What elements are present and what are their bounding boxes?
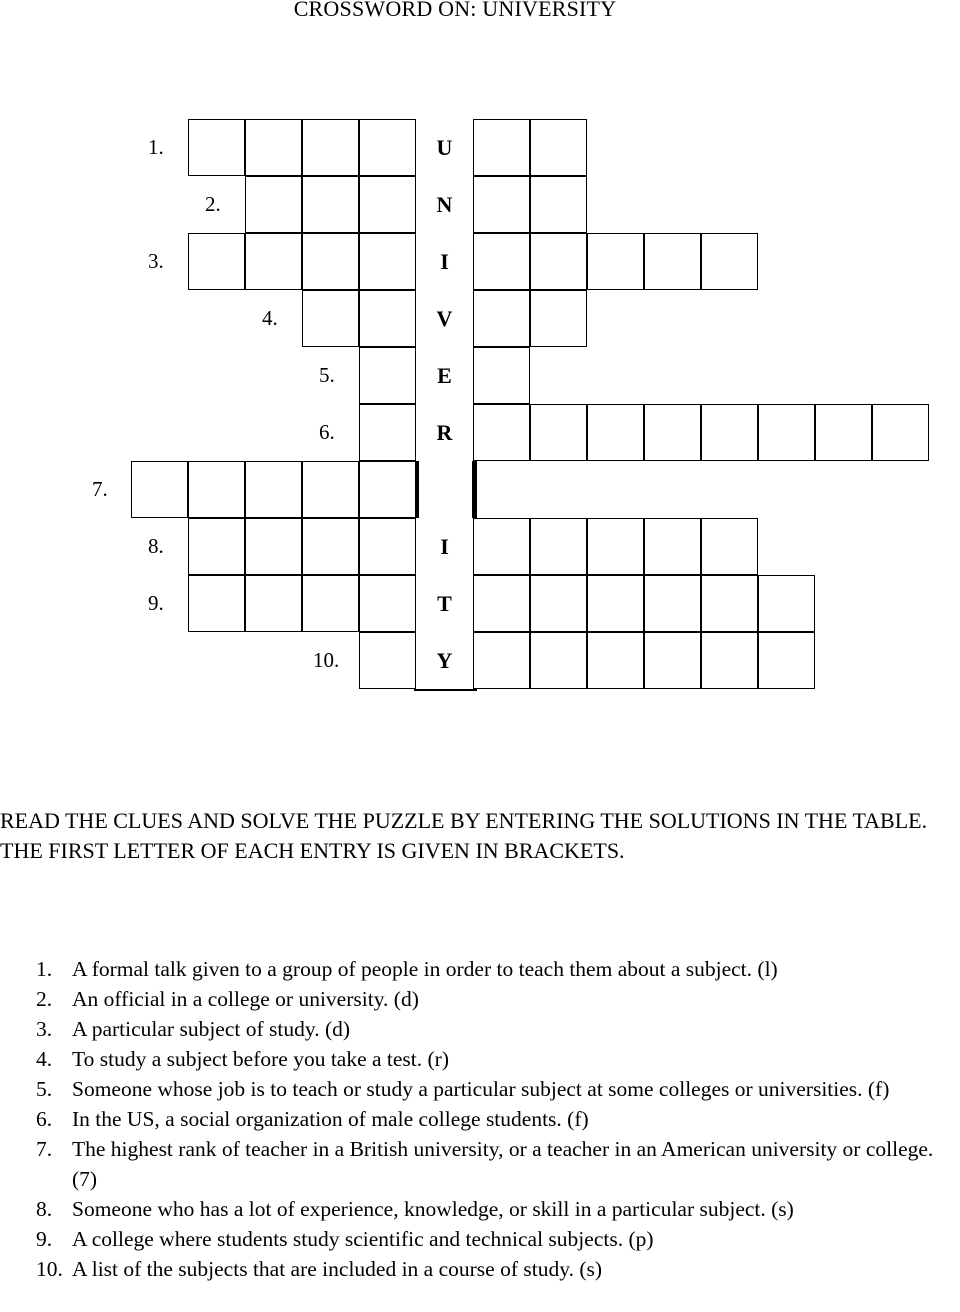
clue-number: 9.	[36, 1227, 53, 1251]
row-number: 10.	[313, 648, 340, 672]
answer-cell[interactable]	[473, 518, 530, 575]
answer-cell[interactable]	[644, 518, 701, 575]
answer-cell[interactable]	[473, 290, 530, 347]
answer-cell[interactable]	[701, 632, 758, 689]
answer-cell[interactable]	[644, 233, 701, 290]
clue-number: 3.	[36, 1017, 53, 1041]
row-number: 3.	[148, 249, 164, 273]
answer-cell[interactable]	[587, 233, 644, 290]
answer-cell[interactable]	[245, 233, 302, 290]
clue-text: Someone who has a lot of experience, knowledge, or skill in a particular subject. (s)	[72, 1197, 794, 1221]
clue-list	[0, 954, 960, 1284]
key-letter-cell: E	[416, 347, 473, 404]
row-number: 8.	[148, 534, 164, 558]
answer-cell[interactable]	[530, 632, 587, 689]
clue-number: 5.	[36, 1077, 53, 1101]
answer-cell[interactable]	[359, 119, 416, 176]
answer-cell[interactable]	[473, 632, 530, 689]
clue-item	[0, 1134, 960, 1194]
key-letter-cell: T	[416, 575, 473, 632]
clue-number: 4.	[36, 1047, 53, 1071]
page-title: CROSSWORD ON: UNIVERSITY	[293, 0, 617, 21]
answer-cell[interactable]	[245, 461, 302, 518]
answer-cell[interactable]	[188, 233, 245, 290]
answer-cell[interactable]	[644, 632, 701, 689]
answer-cell[interactable]	[587, 404, 644, 461]
answer-cell[interactable]	[188, 575, 245, 632]
clue-item	[0, 1104, 960, 1134]
clue-text: A college where students study scientific and technical subjects. (p)	[72, 1227, 654, 1251]
answer-cell[interactable]	[302, 461, 359, 518]
clue-number: 7.	[36, 1137, 53, 1161]
answer-cell[interactable]	[188, 461, 245, 518]
answer-cell[interactable]	[473, 347, 530, 404]
row-number: 7.	[92, 477, 108, 501]
answer-cell[interactable]	[245, 518, 302, 575]
answer-cell[interactable]	[188, 518, 245, 575]
answer-cell[interactable]	[302, 290, 359, 347]
answer-cell[interactable]	[587, 632, 644, 689]
clue-item	[0, 1254, 960, 1284]
answer-cell[interactable]	[302, 518, 359, 575]
row-number: 9.	[148, 591, 164, 615]
answer-cell[interactable]	[188, 119, 245, 176]
answer-cell[interactable]	[587, 575, 644, 632]
row-number: 2.	[205, 192, 221, 216]
answer-cell[interactable]	[530, 404, 587, 461]
answer-cell[interactable]	[302, 119, 359, 176]
row-number: 6.	[319, 420, 335, 444]
answer-cell[interactable]	[302, 233, 359, 290]
answer-cell[interactable]	[359, 518, 416, 575]
answer-cell[interactable]	[359, 632, 416, 689]
key-letter-cell: I	[416, 233, 473, 290]
answer-cell[interactable]	[359, 290, 416, 347]
key-letter-cell: Y	[416, 632, 473, 689]
clue-text: A formal talk given to a group of people in order to teach them about a subject. (l)	[72, 957, 778, 981]
answer-cell[interactable]	[587, 518, 644, 575]
answer-cell[interactable]	[359, 233, 416, 290]
answer-cell[interactable]	[530, 176, 587, 233]
key-letter-cell: R	[416, 404, 473, 461]
instructions: READ THE CLUES AND SOLVE THE PUZZLE BY ENTERING THE SOLUTIONS IN THE TABLE. THE FIRST LETTER OF EACH ENTRY IS GIVEN IN BRACKETS.	[0, 808, 928, 863]
answer-cell[interactable]	[359, 404, 416, 461]
answer-cell[interactable]	[302, 176, 359, 233]
answer-cell[interactable]	[473, 233, 530, 290]
answer-cell[interactable]	[245, 176, 302, 233]
clue-number: 6.	[36, 1107, 53, 1131]
answer-cell[interactable]	[530, 518, 587, 575]
answer-cell[interactable]	[701, 404, 758, 461]
answer-cell[interactable]	[701, 233, 758, 290]
answer-cell[interactable]	[473, 404, 530, 461]
answer-cell[interactable]	[644, 404, 701, 461]
answer-cell[interactable]	[530, 290, 587, 347]
answer-cell[interactable]	[872, 404, 929, 461]
answer-cell[interactable]	[359, 347, 416, 404]
clue-item	[0, 984, 960, 1014]
answer-cell[interactable]	[815, 404, 872, 461]
answer-cell[interactable]	[758, 632, 815, 689]
answer-cell[interactable]	[359, 461, 416, 518]
row-number: 4.	[262, 306, 278, 330]
clue-number: 8.	[36, 1197, 53, 1221]
clue-item	[0, 1194, 960, 1224]
clue-text: The highest rank of teacher in a British university, or a teacher in an American university or college. (7)	[72, 1137, 934, 1191]
answer-cell[interactable]	[473, 119, 530, 176]
answer-cell[interactable]	[644, 575, 701, 632]
clue-number: 2.	[36, 987, 53, 1011]
clue-number: 10.	[36, 1257, 63, 1281]
row-number: 1.	[148, 135, 164, 159]
answer-cell[interactable]	[530, 575, 587, 632]
answer-cell[interactable]	[359, 176, 416, 233]
row-number: 5.	[319, 363, 335, 387]
clue-item	[0, 1074, 960, 1104]
key-letter-cell: N	[416, 176, 473, 233]
answer-cell[interactable]	[473, 575, 530, 632]
answer-cell[interactable]	[302, 575, 359, 632]
clue-item	[0, 1044, 960, 1074]
clue-item	[0, 1224, 960, 1254]
clue-item	[0, 1014, 960, 1044]
answer-cell[interactable]	[758, 575, 815, 632]
clue-text: In the US, a social organization of male college students. (f)	[72, 1107, 589, 1131]
answer-cell[interactable]	[245, 575, 302, 632]
clue-number: 1.	[36, 957, 53, 981]
answer-cell[interactable]	[530, 119, 587, 176]
clue-text: An official in a college or university. (d)	[72, 987, 419, 1011]
clue-text: A particular subject of study. (d)	[72, 1017, 351, 1041]
clue-text: To study a subject before you take a test. (r)	[72, 1047, 450, 1071]
answer-cell[interactable]	[359, 575, 416, 632]
key-letter-cell: U	[416, 119, 473, 176]
answer-cell[interactable]	[701, 518, 758, 575]
clue-item	[0, 954, 960, 984]
answer-cell[interactable]	[758, 404, 815, 461]
answer-cell[interactable]	[530, 233, 587, 290]
answer-cell[interactable]	[131, 461, 188, 518]
clue-text: Someone whose job is to teach or study a particular subject at some colleges or universities. (f)	[72, 1077, 890, 1101]
clue-text: A list of the subjects that are included in a course of study. (s)	[72, 1257, 603, 1281]
key-letter-cell: I	[416, 518, 473, 575]
key-letter-cell: V	[416, 290, 473, 347]
answer-cell[interactable]	[473, 176, 530, 233]
answer-cell[interactable]	[701, 575, 758, 632]
answer-cell[interactable]	[245, 119, 302, 176]
